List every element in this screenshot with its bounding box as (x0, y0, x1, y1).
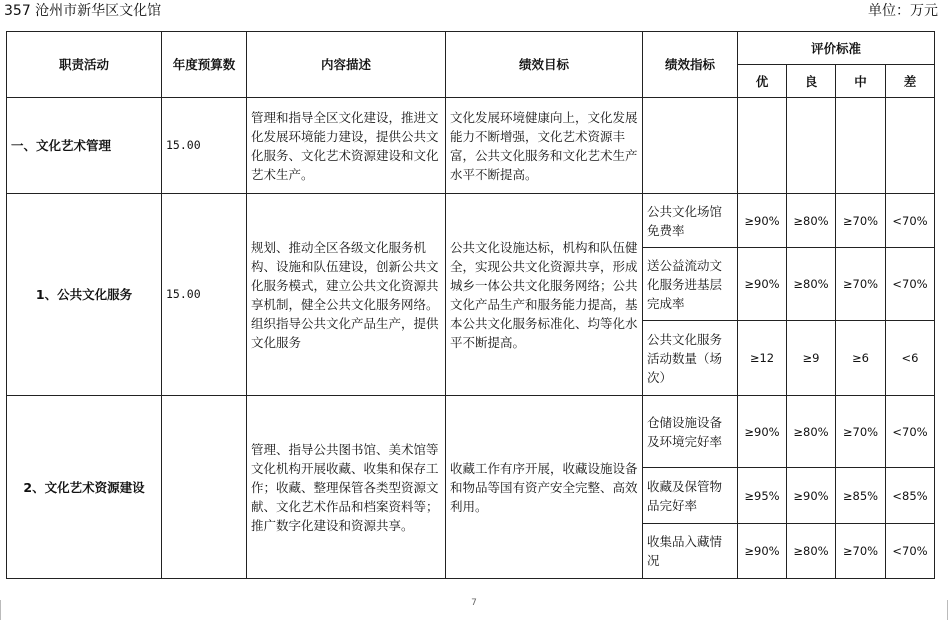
score-poor: <70% (886, 524, 935, 579)
col-criteria: 评价标准 (738, 32, 935, 65)
indicator-name: 送公益流动文化服务进基层完成率 (643, 248, 738, 321)
score-cell (836, 98, 886, 194)
indicator-name: 公共文化服务活动数量（场次） (643, 321, 738, 396)
score-medium: ≥70% (836, 194, 886, 248)
score-good: ≥80% (787, 194, 836, 248)
col-budget: 年度预算数 (162, 32, 247, 98)
col-activity: 职责活动 (7, 32, 162, 98)
activity-cell: 1、公共文化服务 (7, 194, 162, 396)
score-good: ≥9 (787, 321, 836, 396)
score-excellent: ≥90% (738, 396, 787, 468)
score-medium: ≥70% (836, 248, 886, 321)
indicator-name: 仓储设施设备及环境完好率 (643, 396, 738, 468)
col-goal: 绩效目标 (446, 32, 643, 98)
score-excellent: ≥95% (738, 468, 787, 524)
col-poor: 差 (886, 65, 935, 98)
content-cell: 管理、指导公共图书馆、美术馆等文化机构开展收藏、收集和保存工作；收藏、整理保管各类型资源文献、文化艺术作品和档案资料等；推广数字化建设和资源共享。 (247, 396, 446, 579)
score-good: ≥90% (787, 468, 836, 524)
score-excellent: ≥90% (738, 248, 787, 321)
budget-cell: 15.00 (162, 194, 247, 396)
score-poor: <85% (886, 468, 935, 524)
col-medium: 中 (836, 65, 886, 98)
content-cell: 规划、推动全区各级文化服务机构、设施和队伍建设，创新公共文化服务模式，建立公共文化资源共享机制，健全公共文化服务网络。组织指导公共文化产品生产，提供文化服务 (247, 194, 446, 396)
score-good: ≥80% (787, 248, 836, 321)
score-poor: <6 (886, 321, 935, 396)
col-excellent: 优 (738, 65, 787, 98)
table-row (7, 396, 935, 468)
col-indicator: 绩效指标 (643, 32, 738, 98)
score-medium: ≥85% (836, 468, 886, 524)
score-good: ≥80% (787, 524, 836, 579)
indicator-cell (643, 98, 738, 194)
col-good: 良 (787, 65, 836, 98)
table-row (7, 98, 935, 194)
score-medium: ≥70% (836, 524, 886, 579)
score-poor: <70% (886, 248, 935, 321)
score-cell (787, 98, 836, 194)
unit-label: 单位：万元 (868, 3, 938, 19)
organization-title: 357 沧州市新华区文化馆 (4, 3, 162, 19)
activity-cell: 2、文化艺术资源建设 (7, 396, 162, 579)
score-good: ≥80% (787, 396, 836, 468)
score-excellent: ≥90% (738, 194, 787, 248)
goal-cell: 收藏工作有序开展，收藏设施设备和物品等国有资产安全完整、高效利用。 (446, 396, 643, 579)
table-row (7, 194, 935, 248)
goal-cell: 公共文化设施达标，机构和队伍健全，实现公共文化资源共享，形成城乡一体公共文化服务网络；公共文化产品生产和服务能力提高，基本公共文化服务标准化、均等化水平不断提高。 (446, 194, 643, 396)
score-cell (886, 98, 935, 194)
score-excellent: ≥90% (738, 524, 787, 579)
indicator-name: 公共文化场馆免费率 (643, 194, 738, 248)
score-medium: ≥6 (836, 321, 886, 396)
content-cell: 管理和指导全区文化建设，推进文化发展环境能力建设，提供公共文化服务、文化艺术资源建设和文化艺术生产。 (247, 98, 446, 194)
page-number: 7 (471, 598, 477, 608)
score-poor: <70% (886, 396, 935, 468)
budget-cell (162, 396, 247, 579)
indicator-name: 收藏及保管物品完好率 (643, 468, 738, 524)
goal-cell: 文化发展环境健康向上，文化发展能力不断增强，文化艺术资源丰富，公共文化服务和文化艺术生产水平不断提高。 (446, 98, 643, 194)
performance-table (6, 31, 935, 579)
score-poor: <70% (886, 194, 935, 248)
score-medium: ≥70% (836, 396, 886, 468)
col-content: 内容描述 (247, 32, 446, 98)
indicator-name: 收集品入藏情况 (643, 524, 738, 579)
activity-cell: 一、文化艺术管理 (7, 98, 162, 194)
score-cell (738, 98, 787, 194)
score-excellent: ≥12 (738, 321, 787, 396)
budget-cell: 15.00 (162, 98, 247, 194)
